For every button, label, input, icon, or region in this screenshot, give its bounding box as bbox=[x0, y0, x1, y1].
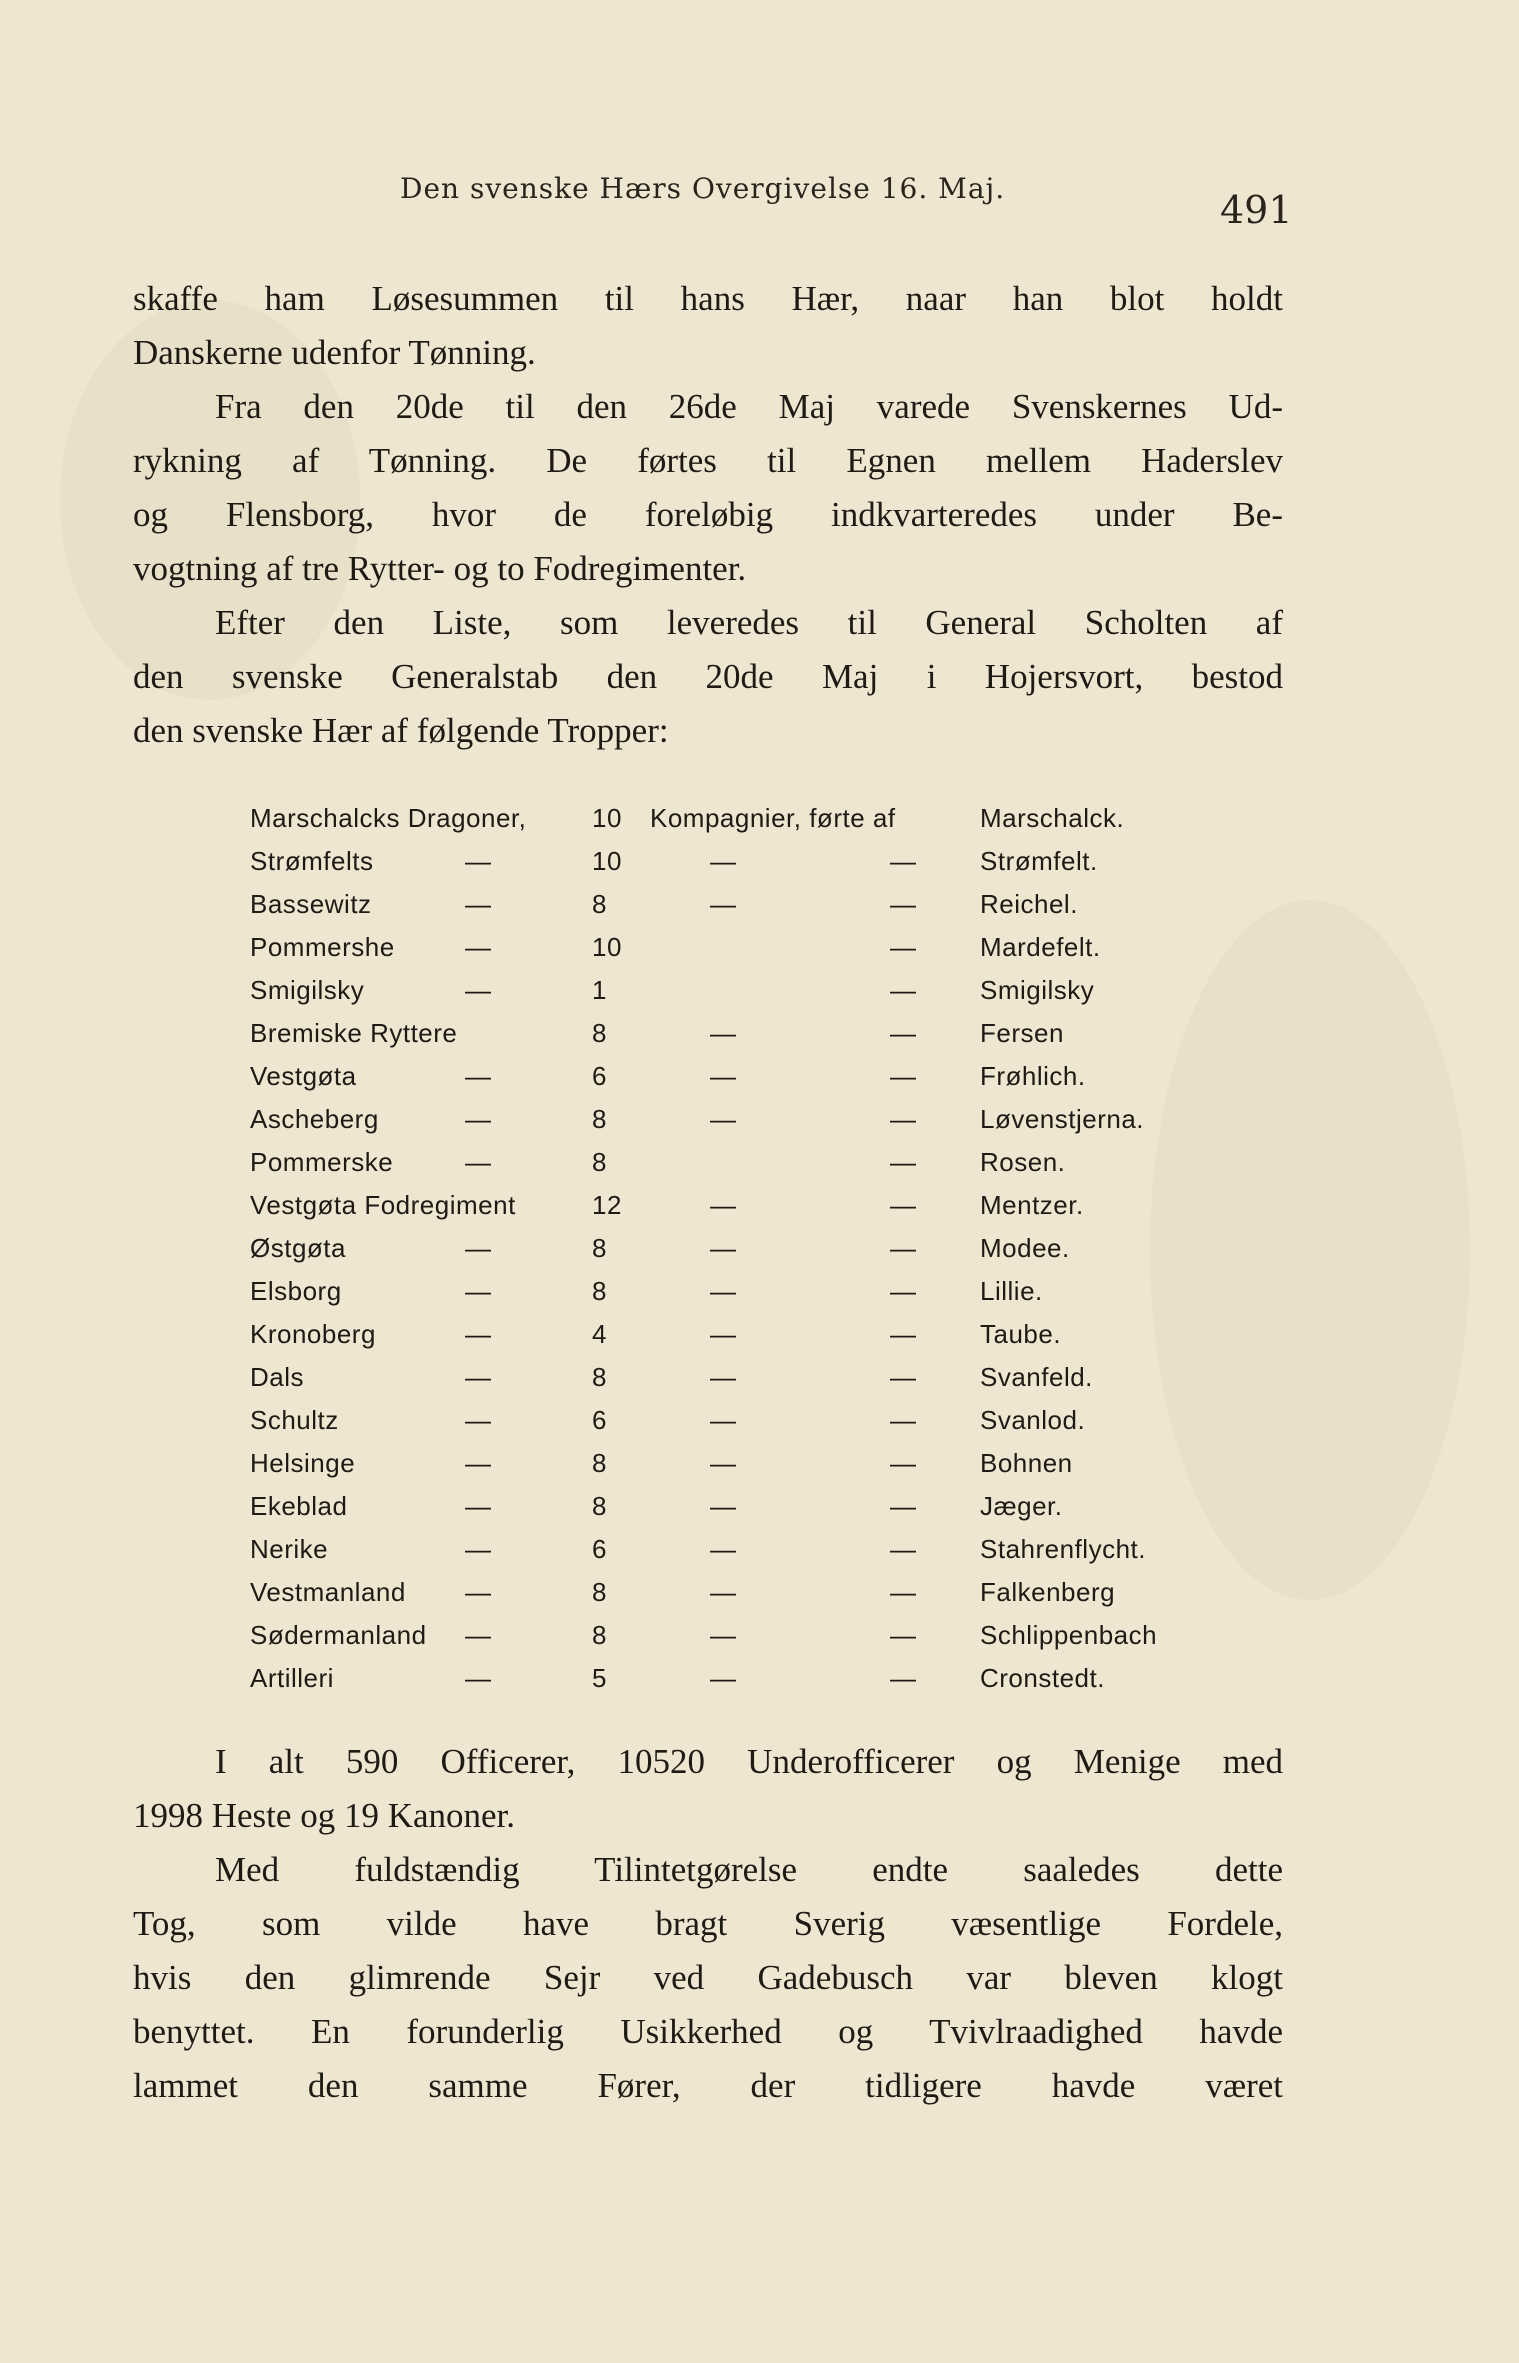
ditto-mark: — bbox=[710, 1190, 737, 1220]
running-header: Den svenske Hærs Overgivelse 16. Maj. bbox=[400, 172, 1006, 205]
ditto-mark: — bbox=[890, 1577, 917, 1607]
ditto-mark: — bbox=[890, 1663, 917, 1693]
ditto-mark: — bbox=[465, 1577, 492, 1607]
paragraph-5 bbox=[133, 1843, 1283, 2113]
ditto-mark: — bbox=[890, 1276, 917, 1306]
company-count: 8 bbox=[592, 1147, 607, 1177]
company-count: 10 bbox=[592, 932, 622, 962]
company-count: 8 bbox=[592, 1448, 607, 1478]
commander-name: Modee. bbox=[980, 1233, 1070, 1263]
text-line: lammet den samme Fører, der tidligere havde været bbox=[133, 2066, 1283, 2105]
company-count: 8 bbox=[592, 1362, 607, 1392]
ditto-mark: — bbox=[890, 932, 917, 962]
text-line: hvis den glimrende Sejr ved Gadebusch var bleven klogt bbox=[133, 1958, 1283, 1997]
commander-name: Falkenberg bbox=[980, 1577, 1116, 1607]
commander-name: Strømfelt. bbox=[980, 846, 1098, 876]
troop-name: Kronoberg bbox=[250, 1319, 376, 1349]
company-count: 6 bbox=[592, 1061, 607, 1091]
ditto-mark: — bbox=[465, 1319, 492, 1349]
troop-name: Elsborg bbox=[250, 1276, 342, 1306]
company-count: 8 bbox=[592, 1018, 607, 1048]
troop-name: Ekeblad bbox=[250, 1491, 348, 1521]
troop-name: Smigilsky bbox=[250, 975, 365, 1005]
commander-name: Smigilsky bbox=[980, 975, 1095, 1005]
company-count: 8 bbox=[592, 1104, 607, 1134]
paragraph-2 bbox=[133, 380, 1283, 596]
company-count: 4 bbox=[592, 1319, 607, 1349]
commander-name: Mardefelt. bbox=[980, 932, 1101, 962]
ditto-mark: — bbox=[890, 1491, 917, 1521]
troop-name: Ascheberg bbox=[250, 1104, 379, 1134]
ditto-mark: — bbox=[890, 1147, 917, 1177]
ditto-mark: — bbox=[465, 846, 492, 876]
text-line: Danskerne udenfor Tønning. bbox=[133, 333, 536, 372]
troop-row bbox=[250, 1448, 1250, 1491]
commander-name: Fersen bbox=[980, 1018, 1064, 1048]
troop-row bbox=[250, 1534, 1250, 1577]
troop-name: Vestmanland bbox=[250, 1577, 406, 1607]
page-number: 491 bbox=[1220, 188, 1293, 232]
commander-name: Marschalck. bbox=[980, 803, 1125, 833]
troop-row bbox=[250, 1104, 1250, 1147]
paragraph-1 bbox=[133, 272, 1283, 380]
ditto-mark: — bbox=[465, 1663, 492, 1693]
ditto-mark: — bbox=[710, 1104, 737, 1134]
troop-name: Nerike bbox=[250, 1534, 329, 1564]
company-count: 8 bbox=[592, 1491, 607, 1521]
troop-row bbox=[250, 803, 1250, 846]
company-count: 10 bbox=[592, 803, 622, 833]
commander-name: Schlippenbach bbox=[980, 1620, 1158, 1650]
ditto-mark: — bbox=[710, 1491, 737, 1521]
text-line: den svenske Hær af følgende Tropper: bbox=[133, 711, 669, 750]
ditto-mark: — bbox=[710, 1405, 737, 1435]
ditto-mark: — bbox=[465, 932, 492, 962]
paragraph-4 bbox=[133, 1735, 1283, 1843]
text-line: benyttet. En forunderlig Usikkerhed og Tvivlraadighed havde bbox=[133, 2012, 1283, 2051]
troop-row bbox=[250, 1405, 1250, 1448]
ditto-mark: — bbox=[890, 889, 917, 919]
troop-name: Pommerske bbox=[250, 1147, 394, 1177]
troop-row bbox=[250, 1620, 1250, 1663]
ditto-mark: — bbox=[710, 1620, 737, 1650]
commander-name: Mentzer. bbox=[980, 1190, 1084, 1220]
text-line: Med fuldstændig Tilintetgørelse endte saaledes dette bbox=[215, 1850, 1283, 1889]
troop-row bbox=[250, 1276, 1250, 1319]
text-line: rykning af Tønning. De førtes til Egnen mellem Haderslev bbox=[133, 441, 1283, 480]
company-count: 5 bbox=[592, 1663, 607, 1693]
ditto-mark: — bbox=[710, 889, 737, 919]
ditto-mark: — bbox=[890, 1104, 917, 1134]
ditto-mark: — bbox=[890, 1319, 917, 1349]
commander-name: Svanlod. bbox=[980, 1405, 1086, 1435]
company-count: 8 bbox=[592, 1620, 607, 1650]
ditto-mark: — bbox=[465, 1620, 492, 1650]
troop-name: Helsinge bbox=[250, 1448, 356, 1478]
troop-row bbox=[250, 1018, 1250, 1061]
ditto-mark: — bbox=[710, 1362, 737, 1392]
commander-name: Rosen. bbox=[980, 1147, 1066, 1177]
commander-name: Reichel. bbox=[980, 889, 1078, 919]
ditto-mark: — bbox=[465, 1061, 492, 1091]
commander-name: Jæger. bbox=[980, 1491, 1063, 1521]
troop-row bbox=[250, 1147, 1250, 1190]
paragraph-3 bbox=[133, 596, 1283, 758]
company-count: 12 bbox=[592, 1190, 622, 1220]
troop-name: Østgøta bbox=[250, 1233, 346, 1263]
troop-row bbox=[250, 1061, 1250, 1104]
company-count: 8 bbox=[592, 889, 607, 919]
company-count: 8 bbox=[592, 1276, 607, 1306]
ditto-mark: — bbox=[465, 1233, 492, 1263]
ditto-mark: — bbox=[465, 1534, 492, 1564]
troop-name: Pommershe bbox=[250, 932, 395, 962]
commander-name: Lillie. bbox=[980, 1276, 1043, 1306]
text-line: Fra den 20de til den 26de Maj varede Svenskernes Ud- bbox=[215, 387, 1283, 426]
text-line: Tog, som vilde have bragt Sverig væsentlige Fordele, bbox=[133, 1904, 1283, 1943]
commander-name: Stahrenflycht. bbox=[980, 1534, 1146, 1564]
company-count: 10 bbox=[592, 846, 622, 876]
ditto-mark: — bbox=[890, 1362, 917, 1392]
ditto-mark: — bbox=[465, 1147, 492, 1177]
troop-name: Bremiske Ryttere bbox=[250, 1018, 458, 1048]
troop-name: Bassewitz bbox=[250, 889, 372, 919]
ditto-mark: — bbox=[710, 1448, 737, 1478]
commander-name: Løvenstjerna. bbox=[980, 1104, 1145, 1134]
ditto-mark: — bbox=[890, 1061, 917, 1091]
troop-name: Artilleri bbox=[250, 1663, 334, 1693]
ditto-mark: — bbox=[710, 1061, 737, 1091]
troop-row bbox=[250, 1491, 1250, 1534]
ditto-mark: — bbox=[465, 1362, 492, 1392]
ditto-mark: — bbox=[710, 1233, 737, 1263]
ditto-mark: — bbox=[890, 1448, 917, 1478]
ditto-mark: — bbox=[890, 1233, 917, 1263]
troop-row bbox=[250, 889, 1250, 932]
ditto-mark: — bbox=[710, 1663, 737, 1693]
troop-name: Strømfelts bbox=[250, 846, 374, 876]
company-count: 6 bbox=[592, 1534, 607, 1564]
troop-list bbox=[250, 803, 1250, 1706]
ditto-mark: — bbox=[890, 1620, 917, 1650]
ditto-mark: — bbox=[890, 975, 917, 1005]
text-line: skaffe ham Løsesummen til hans Hær, naar han blot holdt bbox=[133, 279, 1283, 318]
ditto-mark: — bbox=[710, 1577, 737, 1607]
ditto-mark: — bbox=[465, 1491, 492, 1521]
ditto-mark: — bbox=[465, 889, 492, 919]
text-line: I alt 590 Officerer, 10520 Underofficerer og Menige med bbox=[215, 1742, 1283, 1781]
troop-row bbox=[250, 1577, 1250, 1620]
troop-name: Dals bbox=[250, 1362, 305, 1392]
ditto-mark: — bbox=[710, 1319, 737, 1349]
troop-row bbox=[250, 1663, 1250, 1706]
commander-name: Bohnen bbox=[980, 1448, 1073, 1478]
ditto-mark: — bbox=[465, 1405, 492, 1435]
company-count: 6 bbox=[592, 1405, 607, 1435]
ditto-mark: — bbox=[710, 1534, 737, 1564]
commander-name: Svanfeld. bbox=[980, 1362, 1093, 1392]
ditto-mark: — bbox=[890, 846, 917, 876]
troop-name: Marschalcks Dragoner, bbox=[250, 803, 527, 833]
troop-row bbox=[250, 975, 1250, 1018]
commander-name: Frøhlich. bbox=[980, 1061, 1086, 1091]
troop-row bbox=[250, 1190, 1250, 1233]
ditto-mark: — bbox=[465, 975, 492, 1005]
troop-name: Vestgøta bbox=[250, 1061, 357, 1091]
text-line: den svenske Generalstab den 20de Maj i Hojersvort, bestod bbox=[133, 657, 1283, 696]
ditto-mark: — bbox=[465, 1276, 492, 1306]
troop-row bbox=[250, 1319, 1250, 1362]
text-line: 1998 Heste og 19 Kanoner. bbox=[133, 1796, 516, 1835]
ditto-mark: — bbox=[890, 1405, 917, 1435]
commander-name: Taube. bbox=[980, 1319, 1062, 1349]
troop-row bbox=[250, 1233, 1250, 1276]
troop-row bbox=[250, 846, 1250, 889]
company-count: 8 bbox=[592, 1577, 607, 1607]
ditto-mark: — bbox=[710, 846, 737, 876]
text-line: Efter den Liste, som leveredes til General Scholten af bbox=[215, 603, 1283, 642]
troop-name: Sødermanland bbox=[250, 1620, 427, 1650]
ditto-mark: — bbox=[890, 1018, 917, 1048]
text-line: vogtning af tre Rytter- og to Fodregimenter. bbox=[133, 549, 747, 588]
ditto-mark: Kompagnier, førte af bbox=[650, 803, 896, 833]
ditto-mark: — bbox=[465, 1104, 492, 1134]
troop-row bbox=[250, 1362, 1250, 1405]
text-line: og Flensborg, hvor de foreløbig indkvarteredes under Be- bbox=[133, 495, 1283, 534]
ditto-mark: — bbox=[890, 1534, 917, 1564]
troop-name: Schultz bbox=[250, 1405, 339, 1435]
ditto-mark: — bbox=[465, 1448, 492, 1478]
ditto-mark: — bbox=[710, 1018, 737, 1048]
troop-name: Vestgøta Fodregiment bbox=[250, 1190, 516, 1220]
company-count: 1 bbox=[592, 975, 607, 1005]
commander-name: Cronstedt. bbox=[980, 1663, 1105, 1693]
ditto-mark: — bbox=[710, 1276, 737, 1306]
troop-row bbox=[250, 932, 1250, 975]
ditto-mark: — bbox=[890, 1190, 917, 1220]
company-count: 8 bbox=[592, 1233, 607, 1263]
